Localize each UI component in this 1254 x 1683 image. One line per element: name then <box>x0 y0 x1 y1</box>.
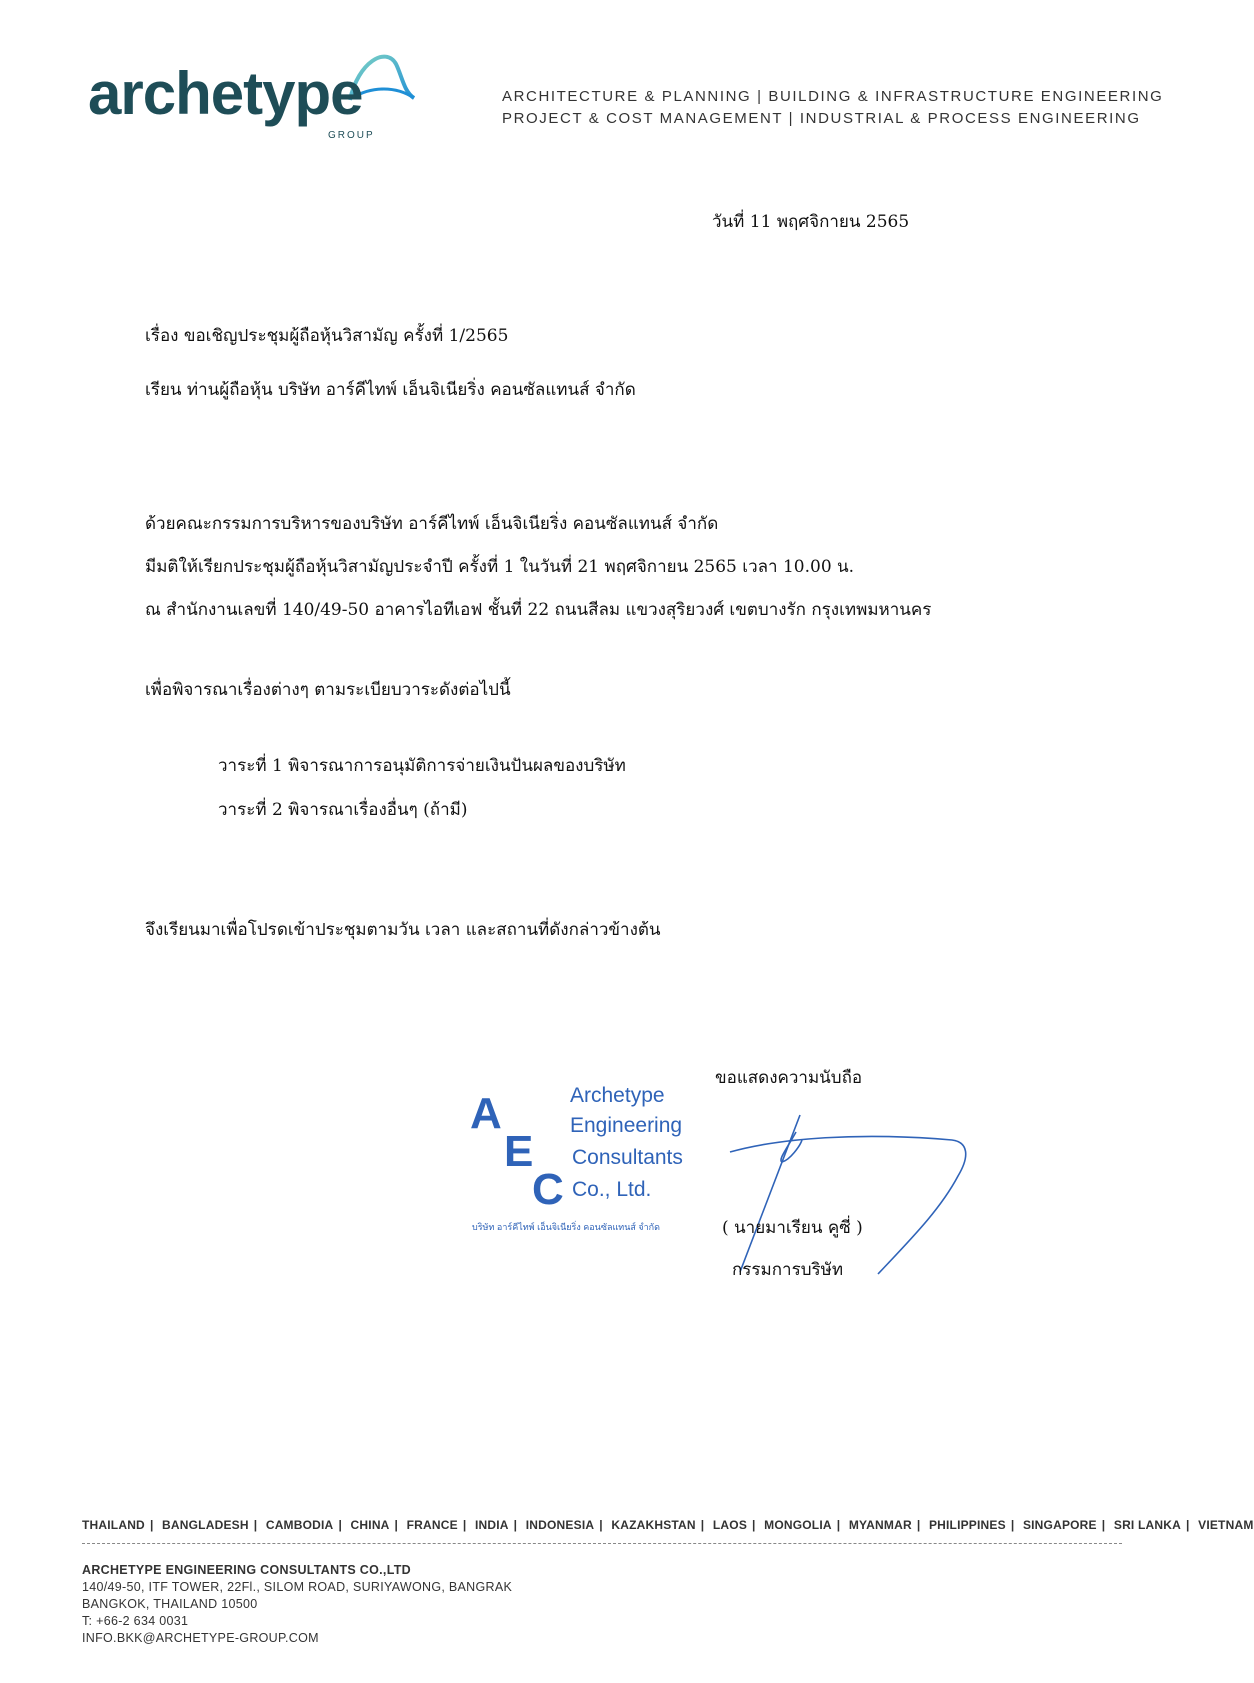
separator: | <box>253 1518 258 1532</box>
country-item: MONGOLIA <box>764 1518 832 1532</box>
footer-address-line-1: 140/49-50, ITF TOWER, 22Fl., SILOM ROAD, SURIYAWONG, BANGRAK <box>82 1580 513 1594</box>
body-line-3: ณ สำนักงานเลขที่ 140/49-50 อาคารไอทีเอฟ ชั้นที่ 22 ถนนสีลม แขวงสุริยวงศ์ เขตบางรัก กรุงเทพมหานคร <box>145 600 932 620</box>
country-item: THAILAND <box>82 1518 145 1532</box>
signer-name: ( นายมาเรียน คูซี่ ) <box>722 1218 863 1238</box>
footer-phone: T: +66-2 634 0031 <box>82 1614 189 1628</box>
letter-date: วันที่ 11 พฤศจิกายน 2565 <box>712 212 910 232</box>
company-stamp <box>470 1082 700 1242</box>
separator: | <box>599 1518 603 1532</box>
letter-subject: เรื่อง ขอเชิญประชุมผู้ถือหุ้นวิสามัญ ครั้งที่ 1/2565 <box>145 326 509 346</box>
country-item: FRANCE <box>406 1518 458 1532</box>
country-item: CAMBODIA <box>265 1518 334 1532</box>
stamp-line-2: Engineering <box>570 1114 683 1137</box>
footer-email: INFO.BKK@ARCHETYPE-GROUP.COM <box>82 1631 319 1645</box>
separator: | <box>149 1518 154 1532</box>
separator: | <box>836 1518 841 1532</box>
country-item: INDIA <box>474 1518 509 1532</box>
agenda-item-1: วาระที่ 1 พิจารณาการอนุมัติการจ่ายเงินปันผลของบริษัท <box>218 756 626 776</box>
company-logo <box>88 42 418 152</box>
agenda-intro: เพื่อพิจารณาเรื่องต่างๆ ตามระเบียบวาระดังต่อไปนี้ <box>145 680 511 700</box>
regards-line: ขอแสดงความนับถือ <box>715 1068 863 1088</box>
country-item: CHINA <box>350 1518 390 1532</box>
agenda-item-2: วาระที่ 2 พิจารณาเรื่องอื่นๆ (ถ้ามี) <box>218 800 468 820</box>
country-list <box>82 1518 1254 1532</box>
country-item: SINGAPORE <box>1022 1518 1097 1532</box>
body-line-1: ด้วยคณะกรรมการบริหารของบริษัท อาร์คีไทพ์ เอ็นจิเนียริ่ง คอนซัลแทนส์ จำกัด <box>145 514 719 534</box>
separator: | <box>1010 1518 1015 1532</box>
services-tagline <box>502 86 1163 130</box>
separator: | <box>916 1518 921 1532</box>
logo-wordmark: archetype <box>88 60 363 127</box>
stamp-thai-line: บริษัท อาร์คีไทพ์ เอ็นจิเนียริ่ง คอนซัลแทนส์ จำกัด <box>472 1222 660 1232</box>
country-item: SRI LANKA <box>1113 1518 1181 1532</box>
country-item: MYANMAR <box>848 1518 912 1532</box>
stamp-line-3: Consultants <box>572 1146 683 1169</box>
stamp-letter-a: A <box>470 1089 502 1138</box>
footer-divider <box>82 1543 1122 1544</box>
footer-address-line-2: BANGKOK, THAILAND 10500 <box>82 1597 258 1611</box>
footer-company-name: ARCHETYPE ENGINEERING CONSULTANTS CO.,LTD <box>82 1563 411 1577</box>
separator: | <box>1186 1518 1190 1532</box>
stamp-line-4: Co., Ltd. <box>572 1178 652 1201</box>
country-item: INDONESIA <box>525 1518 595 1532</box>
signer-title: กรรมการบริษัท <box>732 1260 844 1280</box>
country-item: PHILIPPINES <box>928 1518 1006 1532</box>
services-line-2: PROJECT & COST MANAGEMENT | INDUSTRIAL & PROCESS ENGINEERING <box>502 110 1141 127</box>
country-item: LAOS <box>712 1518 748 1532</box>
separator: | <box>394 1518 399 1532</box>
stamp-letter-c: C <box>532 1165 564 1214</box>
stamp-letter-e: E <box>504 1127 534 1176</box>
country-item: VIETNAM <box>1198 1518 1254 1532</box>
separator: | <box>338 1518 342 1532</box>
country-item: BANGLADESH <box>162 1518 249 1532</box>
footer-address-block <box>82 1562 512 1647</box>
separator: | <box>513 1518 518 1532</box>
closing-line: จึงเรียนมาเพื่อโปรดเข้าประชุมตามวัน เวลา และสถานที่ดังกล่าวข้างต้น <box>145 920 661 940</box>
country-item: KAZAKHSTAN <box>611 1518 696 1532</box>
logo-group-label: GROUP <box>328 130 375 141</box>
body-line-2: มีมติให้เรียกประชุมผู้ถือหุ้นวิสามัญประจำปี ครั้งที่ 1 ในวันที่ 21 พฤศจิกายน 2565 เวลา 10.00 น. <box>145 557 855 577</box>
separator: | <box>1101 1518 1106 1532</box>
separator: | <box>462 1518 467 1532</box>
stamp-line-1: Archetype <box>570 1084 665 1107</box>
separator: | <box>700 1518 705 1532</box>
separator: | <box>752 1518 756 1532</box>
services-line-1: ARCHITECTURE & PLANNING | BUILDING & INFRASTRUCTURE ENGINEERING <box>502 88 1164 105</box>
letter-recipient: เรียน ท่านผู้ถือหุ้น บริษัท อาร์คีไทพ์ เอ็นจิเนียริ่ง คอนซัลแทนส์ จำกัด <box>145 380 636 400</box>
